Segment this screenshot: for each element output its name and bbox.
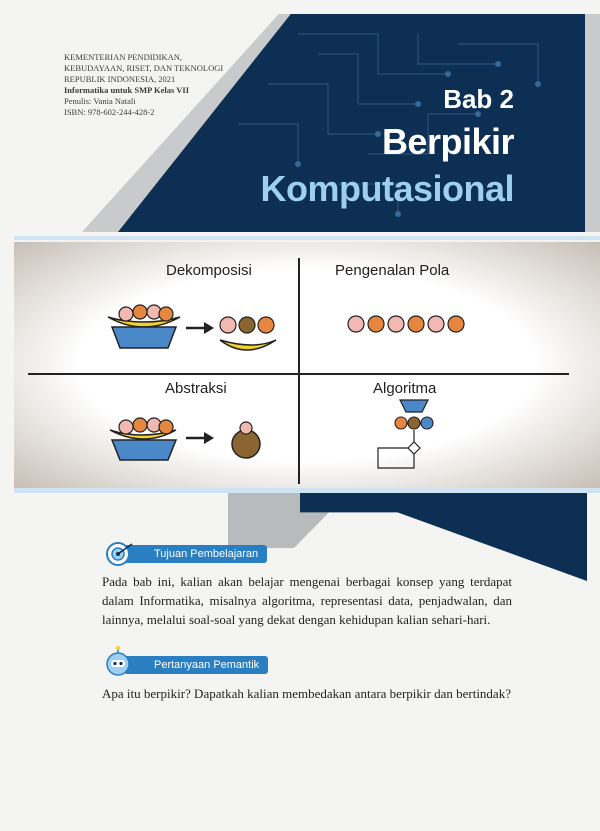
decor-navy-shape bbox=[300, 493, 587, 581]
publisher-line: REPUBLIK INDONESIA, 2021 bbox=[64, 74, 176, 84]
publisher-line: KEMENTERIAN PENDIDIKAN, bbox=[64, 52, 183, 62]
pattern-scoops-icon bbox=[348, 316, 464, 332]
chapter-title-line2: Komputasional bbox=[260, 168, 514, 209]
learning-goal-text: Pada bab ini, kalian akan belajar mengenai berbagai konsep yang terdapat dalam Informatika, misalnya algoritma, representasi data, penjadwalan, dan lainnya, melalui soal-soal yang dekat dengan kehidupan kalian sehari-hari. bbox=[102, 574, 512, 627]
quadrant-label-abstraksi: Abstraksi bbox=[165, 380, 227, 397]
section-label-tujuan: Tujuan Pembelajaran bbox=[124, 545, 267, 563]
banana-split-icon bbox=[110, 418, 176, 460]
quadrant-label-pengenalan-pola: Pengenalan Pola bbox=[335, 262, 450, 279]
chapter-number: Bab 2 bbox=[443, 84, 514, 114]
section-label-pemantik: Pertanyaan Pemantik bbox=[124, 656, 268, 674]
quadrant-label-dekomposisi: Dekomposisi bbox=[166, 262, 252, 279]
computational-thinking-illustration bbox=[14, 242, 600, 488]
publisher-line: KEBUDAYAAN, RISET, DAN TEKNOLOGI bbox=[64, 63, 224, 73]
isbn: ISBN: 978-602-244-428-2 bbox=[64, 107, 155, 117]
flowchart-icon bbox=[378, 400, 433, 468]
learning-goal-icon bbox=[100, 539, 142, 569]
book-title: Informatika untuk SMP Kelas VII bbox=[64, 85, 190, 95]
panel-top-rule bbox=[14, 236, 600, 240]
single-scoop-icon bbox=[232, 422, 260, 458]
guiding-question-text: Apa itu berpikir? Dapatkah kalian membedakan antara berpikir dan bertindak? bbox=[102, 686, 511, 701]
chapter-title-line1: Berpikir bbox=[381, 121, 514, 162]
quadrant-label-algoritma: Algoritma bbox=[373, 380, 437, 397]
arrow-icon bbox=[186, 432, 214, 444]
decomposed-parts-icon bbox=[220, 317, 276, 350]
banana-split-icon bbox=[108, 305, 180, 348]
panel-bottom-rule bbox=[14, 488, 600, 493]
author: Penulis: Vania Natali bbox=[64, 96, 136, 106]
publisher-info bbox=[64, 52, 264, 118]
arrow-icon bbox=[186, 322, 214, 334]
robot-question-icon bbox=[100, 646, 142, 676]
